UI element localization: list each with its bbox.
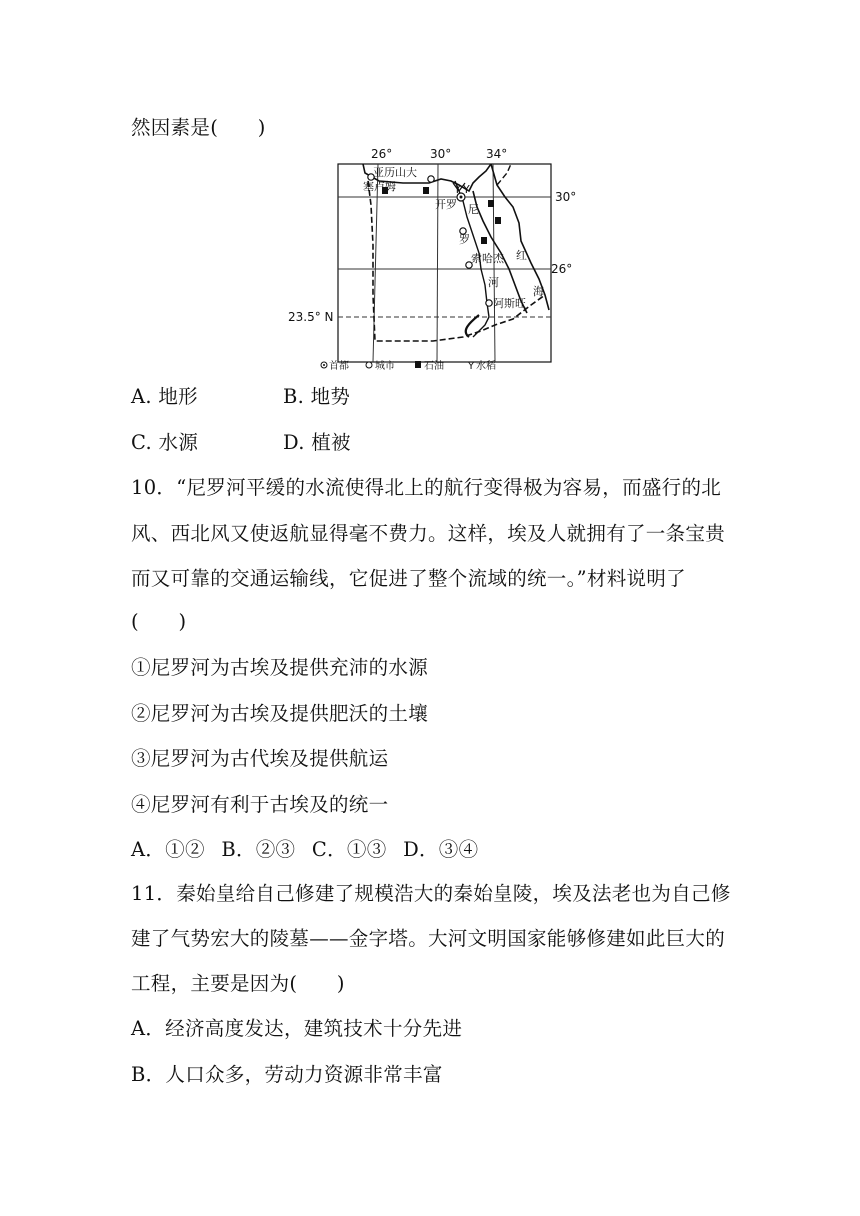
label-nile-ni: 尼: [468, 203, 479, 216]
q11-option-b: B．人口众多，劳动力资源非常丰富: [131, 1063, 443, 1086]
q9-option-d: D. 植被: [283, 431, 351, 454]
q9-option-c: C. 水源: [131, 431, 199, 454]
lat-label-26: 26°: [551, 262, 573, 276]
legend-oil: 石油: [424, 361, 444, 372]
label-nile-luo: 罗: [459, 233, 470, 246]
egypt-map: [283, 145, 577, 375]
q11-option-a: A．经济高度发达，建筑技术十分先进: [131, 1017, 463, 1040]
q9-option-a: A. 地形: [131, 385, 198, 408]
lat-label-30: 30°: [555, 190, 577, 204]
lon-label-26: 26°: [371, 147, 393, 161]
q11-line-2: 建了气势宏大的陵墓——金字塔。大河文明国家能够修建如此巨大的: [131, 927, 726, 950]
q10-statement-1: ①尼罗河为古埃及提供充沛的水源: [131, 656, 429, 679]
q11-line-3: 工程，主要是因为( ): [131, 972, 345, 995]
sinai-border: [497, 164, 511, 185]
legend-rice: 水稻: [476, 361, 496, 372]
legend-oil-icon: [415, 361, 421, 368]
lon-30-line: [437, 164, 438, 362]
label-cairo: 开罗: [435, 198, 457, 211]
q9-option-b: B. 地势: [283, 385, 351, 408]
q10-line-1: 10．“尼罗河平缓的水流使得北上的航行变得极为容易，而盛行的北: [131, 476, 722, 499]
q9-stem-tail: 然因素是( ): [131, 116, 266, 139]
label-aswan: 阿斯旺: [493, 297, 526, 310]
legend-rice-icon: Y: [468, 361, 475, 372]
q10-line-2: 风、西北风又使返航显得毫不费力。这样，埃及人就拥有了一条宝贵: [131, 522, 726, 545]
lon-label-34: 34°: [486, 147, 508, 161]
legend-city-icon: [366, 362, 372, 368]
label-red: 红: [516, 249, 527, 262]
label-nile-he: 河: [488, 276, 499, 289]
label-alexandria: 亚历山大: [373, 166, 417, 179]
aswan-city: [486, 300, 492, 306]
q11-line-1: 11．秦始皇给自己修建了规模浩大的秦始皇陵，埃及法老也为自己修: [131, 882, 731, 905]
lon-label-30: 30°: [430, 147, 452, 161]
legend-city: 城市: [375, 361, 395, 372]
oil-3: [488, 200, 494, 207]
rice-icon-2: Y: [463, 183, 470, 196]
q10-statement-3: ③尼罗河为古代埃及提供航运: [131, 747, 389, 770]
rice-icon-1: Y: [454, 183, 461, 196]
q10-line-4: ( ): [131, 610, 187, 633]
label-sohag: 索哈杰: [471, 252, 504, 265]
port-city: [428, 176, 434, 182]
q10-line-3: 而又可靠的交通运输线，它促进了整个流域的统一。”材料说明了: [131, 567, 686, 590]
oil-5: [495, 217, 501, 224]
q10-statement-4: ④尼罗河有利于古埃及的统一: [131, 793, 389, 816]
lat-label-tropic: 23.5° N: [288, 310, 334, 324]
oil-2: [423, 187, 429, 194]
q10-options: A．①② B．②③ C．①③ D．③④: [131, 838, 479, 861]
q10-statement-2: ②尼罗河为古埃及提供肥沃的土壤: [131, 702, 429, 725]
label-saiyid: 塞卢姆: [363, 180, 396, 193]
label-sea: 海: [533, 285, 544, 298]
oil-4: [481, 237, 487, 244]
legend-capital: 首都: [329, 361, 349, 372]
